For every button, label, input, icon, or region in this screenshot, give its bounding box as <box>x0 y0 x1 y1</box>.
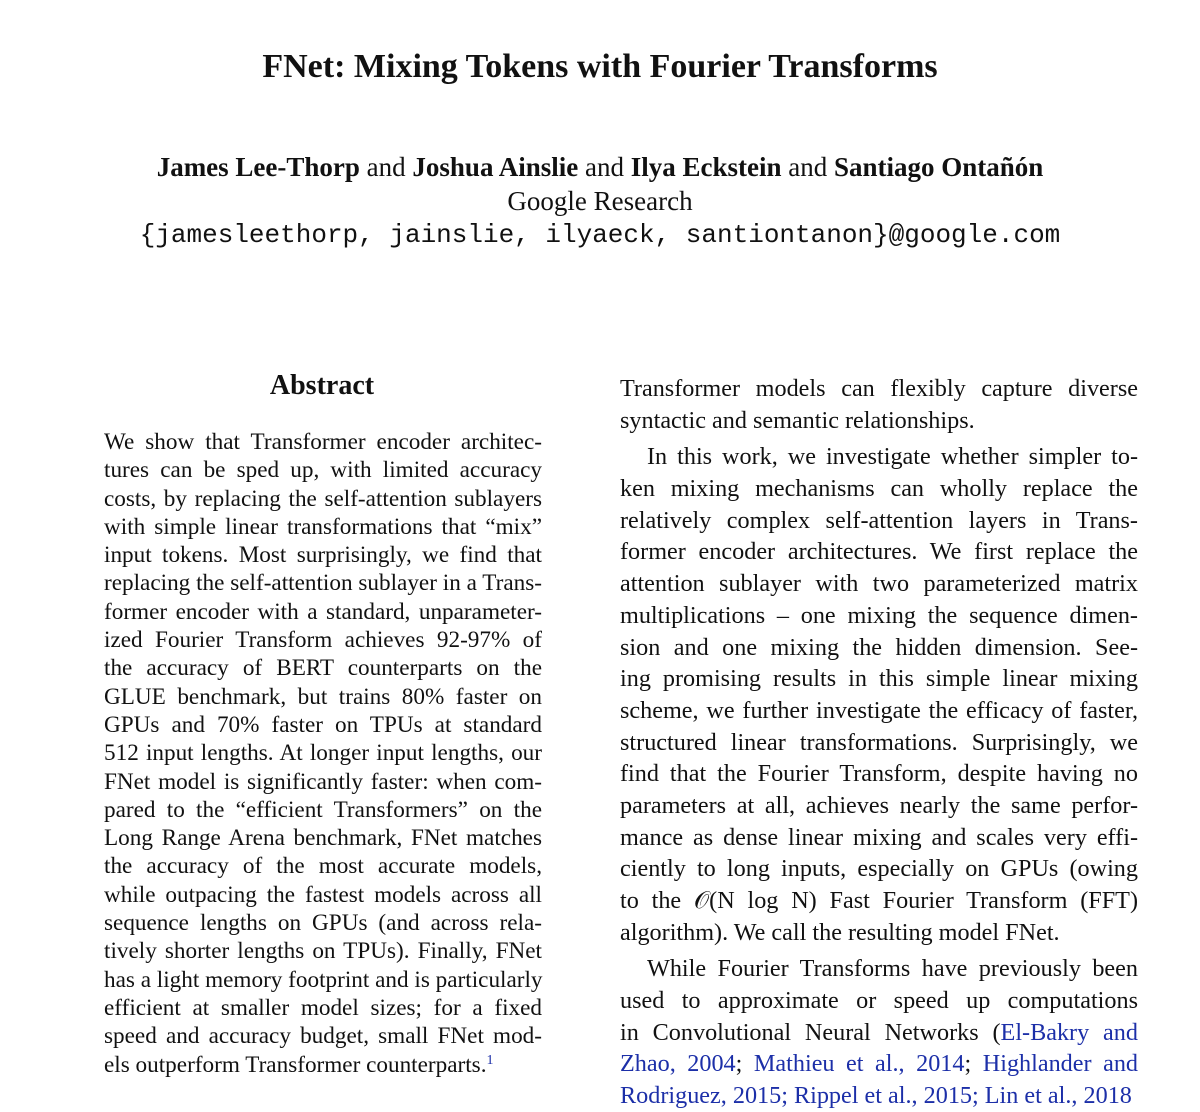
body-line: ciently to long inputs, especially on GPUs (owing <box>620 855 1138 883</box>
abstract-line: has a light memory footprint and is particularly <box>104 966 543 993</box>
body-line: sion and one mixing the hidden dimension. See- <box>620 633 1138 661</box>
abstract-line: els outperform Transformer counterparts. <box>104 1051 487 1078</box>
body-line: scheme, we further investigate the efficacy of faster, <box>620 696 1138 724</box>
abstract-body <box>104 428 542 1079</box>
author-conjunction: and <box>366 152 406 182</box>
body-line: relatively complex self-attention layers in Trans- <box>620 506 1138 534</box>
cut-off-line <box>620 1080 1138 1110</box>
abstract-line: Long Range Arena benchmark, FNet matches <box>104 825 542 852</box>
abstract-line: GPUs and 70% faster on TPUs at standard <box>104 711 542 738</box>
abstract-line: the accuracy of BERT counterparts on the <box>104 655 542 682</box>
body-line-with-citations <box>620 1048 1138 1080</box>
body-line: structured linear transformations. Surprisingly, we <box>620 728 1138 756</box>
body-line: In this work, we investigate whether simpler to- <box>647 443 1138 471</box>
author-conjunction: and <box>788 152 828 182</box>
body-line: While Fourier Transforms have previously been <box>647 955 1138 983</box>
author-emails: {jamesleethorp, jainslie, ilyaeck, santiontanon}@google.com <box>139 220 1061 250</box>
citation-link[interactable]: El-Bakry and <box>1000 1018 1138 1046</box>
body-line: attention sublayer with two parameterized matrix <box>620 570 1138 598</box>
abstract-line: GLUE benchmark, but trains 80% faster on <box>104 683 542 710</box>
abstract-heading: Abstract <box>269 370 375 401</box>
abstract-line: the accuracy of the most accurate models, <box>104 853 542 880</box>
body-text: in Convolutional Neural Networks ( <box>620 1018 1001 1046</box>
body-line: parameters at all, achieves nearly the same perfor- <box>620 791 1138 819</box>
body-line: algorithm). We call the resulting model FNet. <box>620 918 1060 946</box>
abstract-last-line <box>104 1051 542 1079</box>
body-line: mance as dense linear mixing and scales very effi- <box>620 823 1138 851</box>
abstract-line: pared to the “efficient Transformers” on the <box>104 796 542 823</box>
abstract-line: input tokens. Most surprisingly, we find that <box>104 542 542 569</box>
body-line: to the 𝒪(N log N) Fast Fourier Transform (FFT) <box>620 887 1138 914</box>
body-line: used to approximate or speed up computations <box>620 987 1138 1015</box>
abstract-line: speed and accuracy budget, small FNet mod- <box>104 1023 542 1050</box>
citation-link[interactable]: Zhao, 2004 <box>620 1050 736 1078</box>
abstract-line: sequence lengths on GPUs (and across rela- <box>104 910 542 937</box>
citation-separator: ; <box>964 1050 972 1078</box>
citation-link[interactable]: Highlander and <box>982 1050 1139 1078</box>
body-line: ken mixing mechanisms can wholly replace the <box>620 475 1138 503</box>
author-name: Santiago Ontañón <box>833 152 1044 182</box>
body-line: syntactic and semantic relationships. <box>620 406 975 434</box>
body-line: former encoder architectures. We first replace the <box>620 538 1138 566</box>
abstract-line: while outpacing the fastest models across all <box>104 881 542 908</box>
abstract-line: ized Fourier Transform achieves 92-97% of <box>104 627 542 654</box>
citation-separator: ; <box>735 1050 743 1078</box>
footnote-marker[interactable]: 1 <box>486 1052 494 1068</box>
body-line: Transformer models can flexibly capture diverse <box>620 375 1138 402</box>
abstract-line: with simple linear transformations that “mix” <box>104 513 542 540</box>
abstract-line: costs, by replacing the self-attention sublayers <box>104 485 542 512</box>
abstract-line: former encoder with a standard, unparameter- <box>104 598 542 625</box>
author-list <box>0 152 1200 183</box>
abstract-line: efficient at smaller model sizes; for a fixed <box>104 994 542 1021</box>
body-line-with-citation <box>620 1017 1138 1049</box>
abstract-line: 512 input lengths. At longer input lengths, our <box>104 740 542 767</box>
abstract-line: FNet model is significantly faster: when com- <box>104 768 542 795</box>
affiliation: Google Research <box>507 186 693 216</box>
citation-link[interactable]: Rodriguez, 2015; Rippel et al., 2015; Lin et al., 2018 <box>620 1082 1132 1110</box>
abstract-line: tures can be sped up, with limited accuracy <box>104 457 542 484</box>
body-line: multiplications – one mixing the sequence dimen- <box>620 601 1138 629</box>
paper-title: FNet: Mixing Tokens with Fourier Transforms <box>262 48 938 85</box>
body-line: ing promising results in this simple linear mixing <box>620 665 1138 693</box>
abstract-line: replacing the self-attention sublayer in a Trans- <box>104 570 542 597</box>
body-line: find that the Fourier Transform, despite having no <box>620 760 1138 788</box>
introduction-body <box>620 373 1139 1110</box>
author-name: Ilya Eckstein <box>630 152 782 182</box>
author-name: Joshua Ainslie <box>412 152 579 182</box>
abstract-line: We show that Transformer encoder architec- <box>104 429 542 455</box>
author-name: James Lee-Thorp <box>156 152 360 182</box>
author-conjunction: and <box>584 152 624 182</box>
abstract-line: tively shorter lengths on TPUs). Finally, FNet <box>104 938 542 965</box>
citation-link[interactable]: Mathieu et al., 2014 <box>753 1050 965 1078</box>
